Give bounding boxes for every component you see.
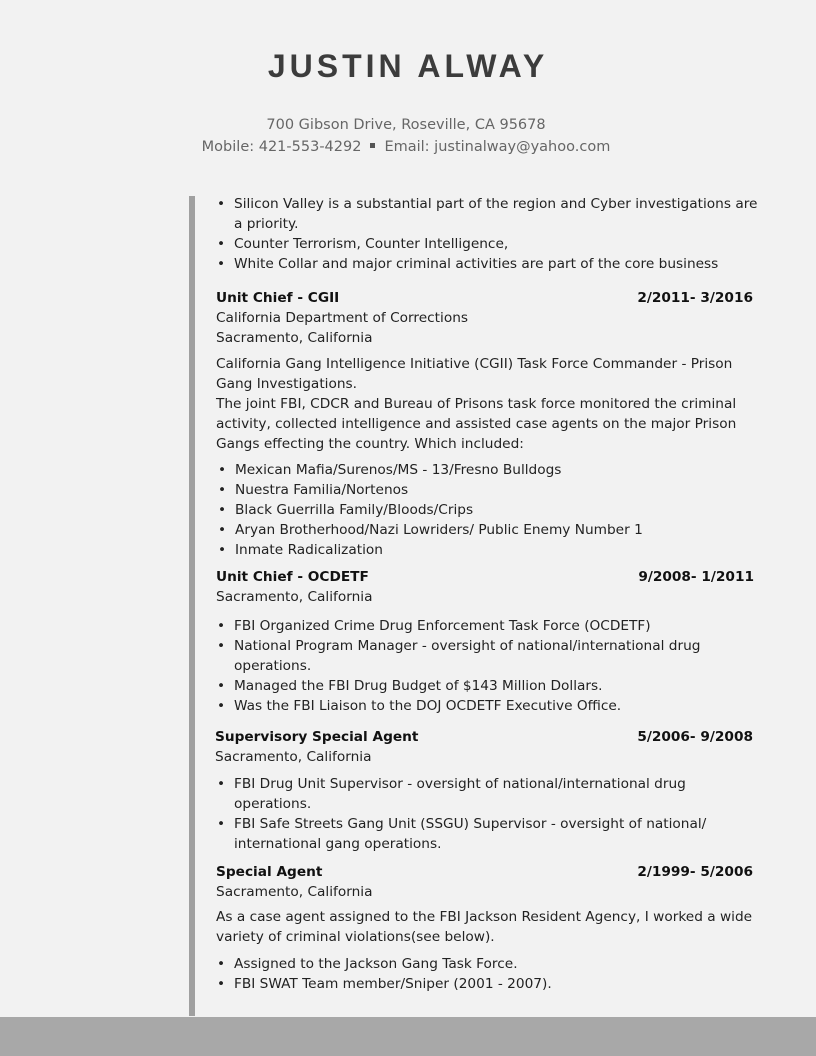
job-bullet: • FBI Safe Streets Gang Unit (SSGU) Supervisor - oversight of national/ — [234, 814, 706, 834]
job-bullet: • FBI SWAT Team member/Sniper (2001 - 2007). — [234, 974, 552, 994]
section-accent-bar — [189, 196, 195, 1016]
job-bullet: • Assigned to the Jackson Gang Task Force. — [234, 954, 518, 974]
job-title: Unit Chief - OCDETF — [216, 569, 369, 585]
job-description-line: As a case agent assigned to the FBI Jackson Resident Agency, I worked a wide — [216, 909, 753, 925]
job-bullet: • Managed the FBI Drug Budget of $143 Million Dollars. — [234, 676, 603, 696]
job-description-line: Gangs effecting the country. Which included: — [216, 436, 524, 452]
job-dates: 5/2006- 9/2008 — [637, 729, 753, 745]
job-location: Sacramento, California — [216, 589, 373, 605]
job-description-line: Gang Investigations. — [216, 376, 358, 392]
job-organization: California Department of Corrections — [216, 310, 469, 326]
job-bullet: • Mexican Mafia/Surenos/MS - 13/Fresno Bulldogs — [235, 460, 561, 480]
contact-mobile: Mobile: 421-553-4292 — [201, 139, 362, 155]
intro-bullet: • Silicon Valley is a substantial part of the region and Cyber investigations are — [234, 194, 757, 214]
job-bullet: • Aryan Brotherhood/Nazi Lowriders/ Public Enemy Number 1 — [235, 520, 643, 540]
job-bullet-continuation: operations. — [234, 658, 312, 674]
intro-bullet-continuation: a priority. — [234, 216, 299, 232]
job-dates: 9/2008- 1/2011 — [638, 569, 754, 585]
job-description-line: California Gang Intelligence Initiative (CGII) Task Force Commander - Prison — [216, 356, 733, 372]
job-description-line: variety of criminal violations(see below). — [216, 929, 495, 945]
job-bullet: • FBI Drug Unit Supervisor - oversight of national/international drug — [234, 774, 686, 794]
job-bullet: • National Program Manager - oversight of national/international drug — [234, 636, 700, 656]
job-location: Sacramento, California — [216, 884, 373, 900]
job-title: Supervisory Special Agent — [215, 729, 419, 745]
job-bullet: • Was the FBI Liaison to the DOJ OCDETF Executive Office. — [234, 696, 621, 716]
contact-line — [0, 139, 812, 155]
square-bullet-icon — [370, 143, 375, 148]
contact-email[interactable]: Email: justinalway@yahoo.com — [384, 139, 611, 155]
job-description-line: The joint FBI, CDCR and Bureau of Prisons task force monitored the criminal — [216, 396, 737, 412]
job-dates: 2/2011- 3/2016 — [637, 290, 753, 306]
intro-bullet: • White Collar and major criminal activities are part of the core business — [234, 254, 718, 274]
intro-bullet: • Counter Terrorism, Counter Intelligence, — [234, 234, 508, 254]
footer-band — [0, 1017, 816, 1056]
job-bullet: • FBI Organized Crime Drug Enforcement Task Force (OCDETF) — [234, 616, 651, 636]
job-bullet-continuation: international gang operations. — [234, 836, 442, 852]
job-dates: 2/1999- 5/2006 — [637, 864, 753, 880]
job-location: Sacramento, California — [216, 330, 373, 346]
job-bullet-continuation: operations. — [234, 796, 312, 812]
contact-address: 700 Gibson Drive, Roseville, CA 95678 — [266, 117, 546, 133]
job-title: Special Agent — [216, 864, 323, 880]
job-title: Unit Chief - CGII — [216, 290, 340, 306]
job-description-line: activity, collected intelligence and assisted case agents on the major Prison — [216, 416, 737, 432]
job-bullet: • Inmate Radicalization — [235, 540, 383, 560]
job-bullet: • Black Guerrilla Family/Bloods/Crips — [235, 500, 473, 520]
job-bullet: • Nuestra Familia/Nortenos — [235, 480, 408, 500]
resume-name: JUSTIN ALWAY — [267, 48, 549, 84]
job-location: Sacramento, California — [215, 749, 372, 765]
